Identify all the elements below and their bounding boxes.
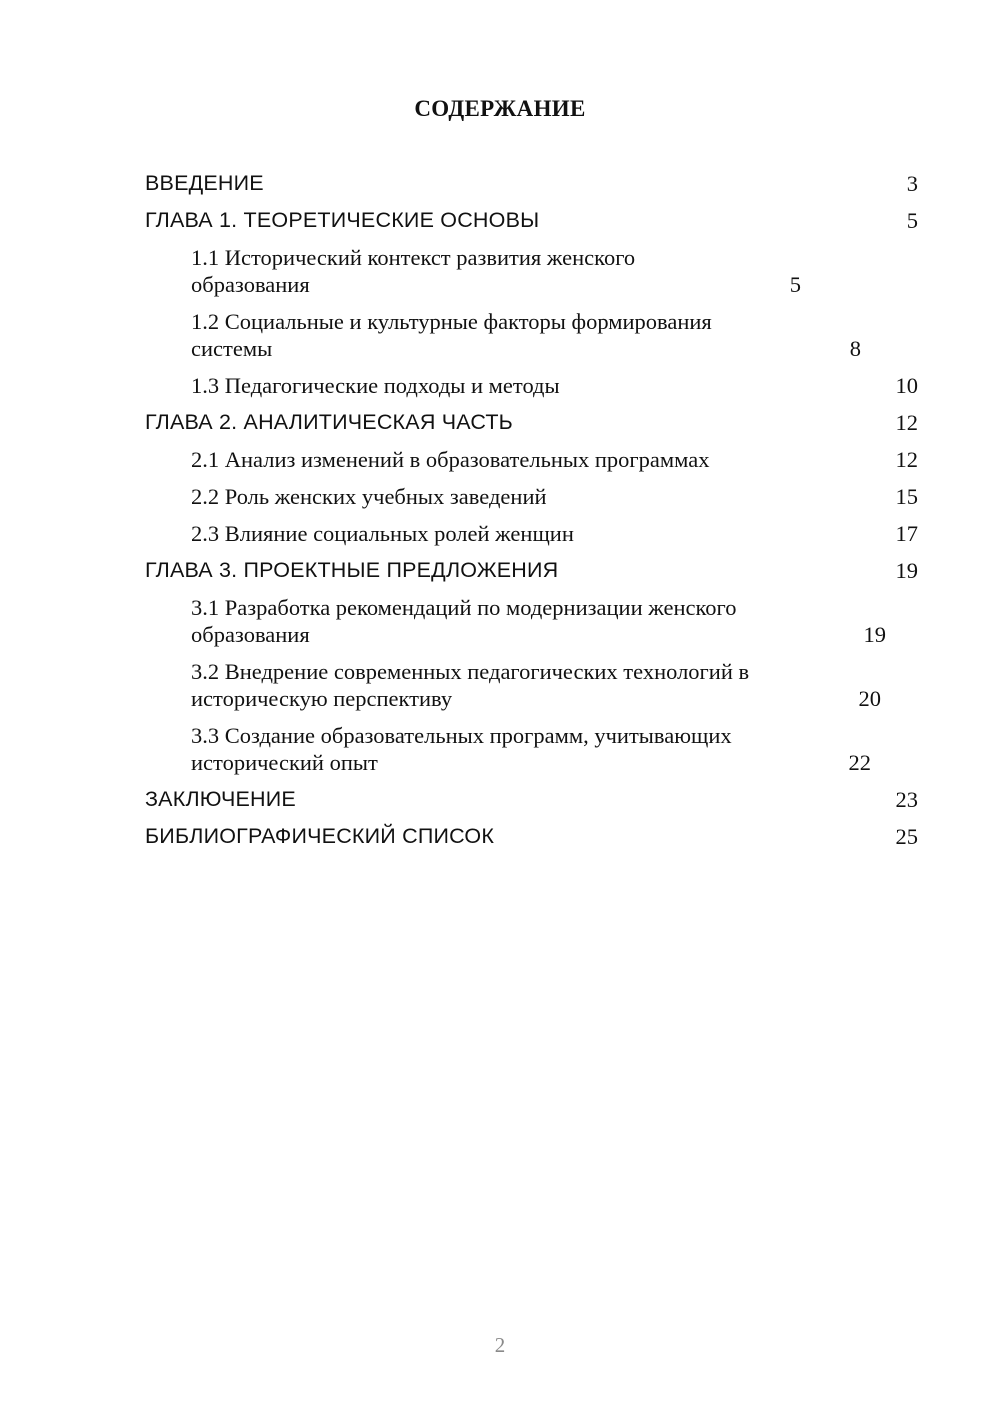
toc-entry-page: 12 (895, 447, 918, 472)
toc-entry-section-3-1[interactable] (145, 594, 918, 648)
toc-entry-section-2-1[interactable] (145, 446, 918, 473)
toc-entry-section-1-3[interactable] (145, 372, 918, 399)
toc-entry-page: 5 (789, 272, 801, 297)
toc-entry-label: 2.1 Анализ изменений в образовательных программах (191, 447, 710, 472)
table-of-contents (145, 170, 918, 860)
toc-entry-label: 1.1 Исторический контекст развития женского образования (191, 245, 636, 297)
toc-entry-page: 22 (848, 750, 871, 775)
toc-entry-page: 23 (895, 787, 918, 812)
toc-entry-section-1-1[interactable] (145, 244, 918, 298)
toc-entry-chapter-2[interactable] (145, 409, 918, 436)
toc-entry-page: 3 (906, 171, 918, 196)
page-number: 2 (494, 1333, 506, 1357)
toc-entry-section-2-3[interactable] (145, 520, 918, 547)
toc-entry-section-2-2[interactable] (145, 483, 918, 510)
toc-entry-label: ГЛАВА 3. ПРОЕКТНЫЕ ПРЕДЛОЖЕНИЯ (145, 558, 559, 582)
toc-entry-label: ГЛАВА 1. ТЕОРЕТИЧЕСКИЕ ОСНОВЫ (145, 208, 540, 232)
toc-entry-page: 20 (858, 686, 881, 711)
toc-entry-page: 19 (863, 622, 886, 647)
toc-entry-section-3-2[interactable] (145, 658, 918, 712)
toc-entry-section-1-2[interactable] (145, 308, 918, 362)
toc-entry-label: 1.3 Педагогические подходы и методы (191, 373, 560, 398)
toc-entry-page: 17 (895, 521, 918, 546)
toc-entry-label: 1.2 Социальные и культурные факторы формирования системы (191, 309, 712, 361)
toc-entry-page: 8 (849, 336, 861, 361)
toc-entry-label: 2.2 Роль женских учебных заведений (191, 484, 547, 509)
toc-entry-label: ВВЕДЕНИЕ (145, 171, 264, 195)
toc-entry-page: 25 (895, 824, 918, 849)
toc-entry-page: 19 (895, 558, 918, 583)
toc-entry-bibliography[interactable] (145, 823, 918, 850)
toc-entry-chapter-1[interactable] (145, 207, 918, 234)
toc-entry-label: ЗАКЛЮЧЕНИЕ (145, 787, 296, 811)
toc-entry-label: 2.3 Влияние социальных ролей женщин (191, 521, 574, 546)
toc-entry-page: 5 (906, 208, 918, 233)
toc-entry-section-3-3[interactable] (145, 722, 918, 776)
toc-entry-label: 3.1 Разработка рекомендаций по модернизации женского образования (191, 595, 737, 647)
toc-entry-page: 10 (895, 373, 918, 398)
toc-entry-introduction[interactable] (145, 170, 918, 197)
toc-entry-label: 3.3 Создание образовательных программ, учитывающих исторический опыт (191, 723, 732, 775)
toc-entry-conclusion[interactable] (145, 786, 918, 813)
toc-entry-chapter-3[interactable] (145, 557, 918, 584)
toc-entry-label: ГЛАВА 2. АНАЛИТИЧЕСКАЯ ЧАСТЬ (145, 410, 513, 434)
toc-entry-page: 12 (895, 410, 918, 435)
toc-entry-label: 3.2 Внедрение современных педагогических технологий в историческую перспективу (191, 659, 750, 711)
toc-entry-label: БИБЛИОГРАФИЧЕСКИЙ СПИСОК (145, 824, 495, 848)
toc-entry-page: 15 (895, 484, 918, 509)
toc-title: СОДЕРЖАНИЕ (414, 96, 586, 121)
